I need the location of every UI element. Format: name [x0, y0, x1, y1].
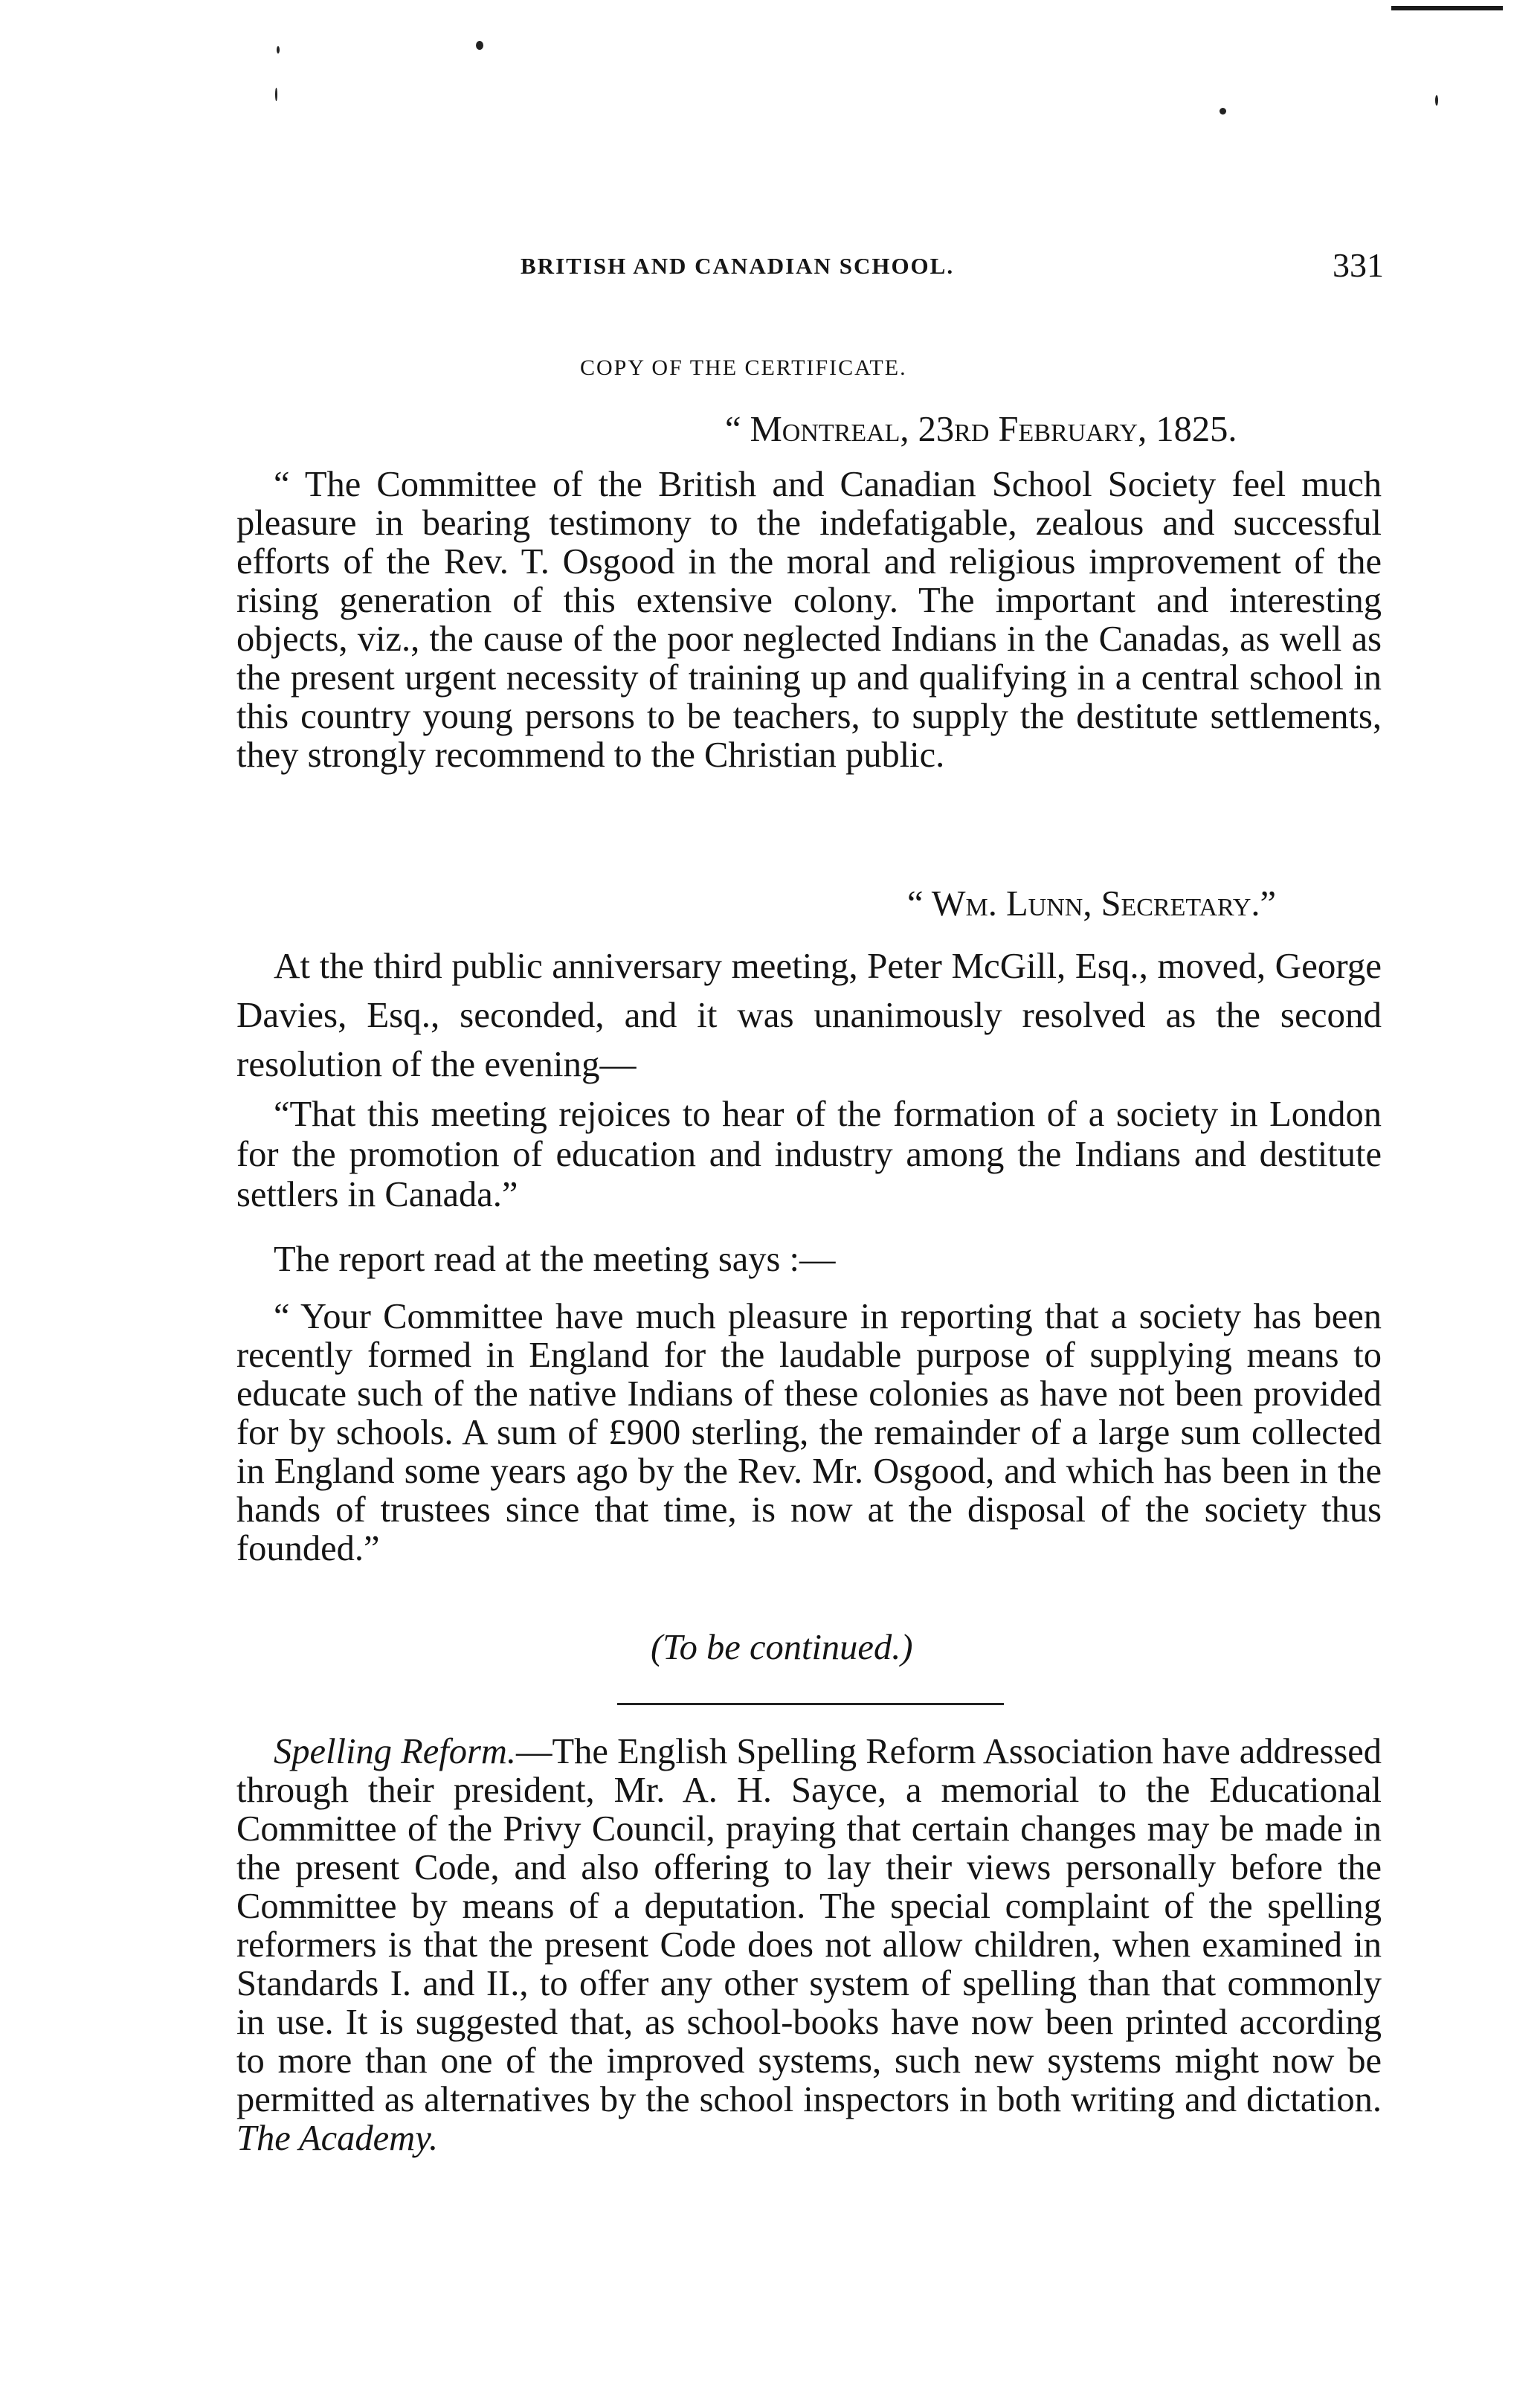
anniversary-paragraph: At the third public anniversary meeting, Peter McGill, Esq., moved, George Davies, Esq., seconded, and it was unanimously resolved as the second resolution of the evening— — [236, 945, 1382, 1084]
scan-speck — [1220, 108, 1226, 115]
scan-speck — [1435, 95, 1438, 106]
resolution-block — [236, 1095, 1382, 1215]
certificate-date-line: “ Montreal, 23rd February, 1825. — [725, 410, 1237, 449]
certificate-body: “ The Committee of the British and Canadian School Society feel much pleasure in bearing testimony to the indefatigable, zealous and successful efforts of the Rev. T. Osgood in the moral and religious improvement of the rising generation of this extensive colony. The important and interesting objects, viz., the cause of the poor neglected Indians in the Canadas, as well as the present urgent necessity of training up and qualifying in a central school in this country young persons to be teachers, to supply the destitute settlements, they strongly recommend to the Christian public. — [236, 465, 1382, 775]
resolution-quote: “That this meeting rejoices to hear of the formation of a society in London for the promotion of education and industry among the Indians and destitute settlers in Canada.” — [236, 1095, 1382, 1214]
certificate-heading: COPY OF THE CERTIFICATE. — [580, 355, 907, 380]
to-be-continued: (To be continued.) — [651, 1628, 913, 1667]
running-head: BRITISH AND CANADIAN SCHOOL. — [521, 253, 955, 279]
page-number: 331 — [1333, 246, 1384, 284]
spelling-reform-block — [236, 1733, 1382, 2158]
scan-speck — [277, 46, 280, 54]
scan-edge-mark — [1391, 6, 1503, 10]
scan-speck — [476, 41, 483, 50]
section-divider — [617, 1703, 1004, 1705]
certificate-body-block — [236, 466, 1382, 775]
report-quote: “ Your Committee have much pleasure in reporting that a society has been recently formed in England for the laudable purpose of supplying means to educate such of the native Indians of these colonies as have not been provided for by schools. A sum of £900 sterling, the remainder of a large sum collected in England some years ago by the Rev. Mr. Osgood, and which has been in the hands of trustees since that time, is now at the disposal of the society thus founded.” — [236, 1297, 1382, 1568]
report-block — [236, 1298, 1382, 1568]
spelling-reform-source: The Academy. — [236, 2119, 439, 2158]
anniversary-block — [236, 941, 1382, 1089]
spelling-reform-title: Spelling Reform. — [274, 1732, 517, 1771]
certificate-signature: “ Wm. Lunn, Secretary.” — [907, 884, 1277, 924]
spelling-reform-body: —The English Spelling Reform Association have addressed through their president, Mr. A. H. Sayce, a memorial to the Educational Committee of the Privy Council, praying that certain changes may be made in the present Code, and also offering to lay their views personally before the Committee by means of a deputation. The special complaint of the spelling reformers is that the present Code does not allow children, when examined in Standards I. and II., to offer any other system of spelling than that commonly in use. It is suggested that, as school-books have now been printed according to more than one of the improved systems, such new systems might now be permitted as alternatives by the school inspectors in both writing and dictation. — [236, 1732, 1382, 2119]
scan-speck — [275, 88, 277, 101]
report-intro: The report read at the meeting says :— — [274, 1240, 836, 1279]
report-intro-block — [236, 1240, 1382, 1279]
spelling-reform-paragraph — [236, 1733, 1382, 2158]
